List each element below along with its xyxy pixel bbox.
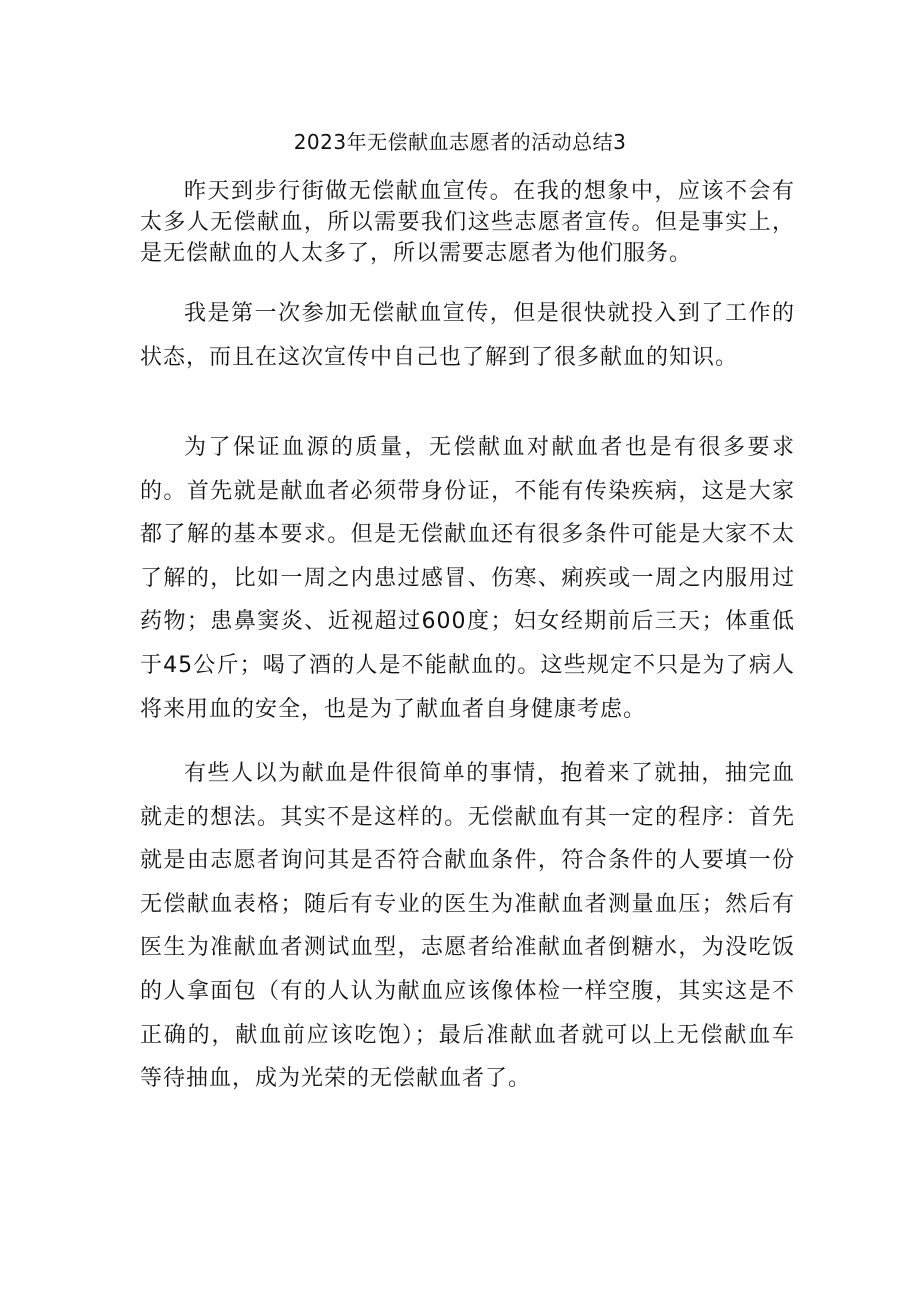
paragraph-2: 我是第一次参加无偿献血宣传，但是很快就投入到了工作的状态，而且在这次宣传中自己也了解到了很多献血的知识。 — [140, 301, 795, 370]
paragraph-3: 为了保证血源的质量，无偿献血对献血者也是有很多要求的。首先就是献血者必须带身份证，不能有传染疾病，这是大家都了解的基本要求。但是无偿献血还有很多条件可能是大家不太了解的，比如一周之内患过感冒、伤寒、痢疾或一周之内服用过药物；患鼻窦炎、近视超过600度；妇女经期前后三天；体重低于45公斤；喝了酒的人是不能献血的。这些规定不只是为了病人将来用血的安全，也是为了献血者自身健康考虑。 — [140, 435, 795, 722]
paragraph-1: 昨天到步行街做无偿献血宣传。在我的想象中，应该不会有太多人无偿献血，所以需要我们这些志愿者宣传。但是事实上，是无偿献血的人太多了，所以需要志愿者为他们服务。 — [140, 179, 795, 266]
paragraph-4: 有些人以为献血是件很简单的事情，抱着来了就抽，抽完血就走的想法。其实不是这样的。无偿献血有其一定的程序：首先就是由志愿者询问其是否符合献血条件，符合条件的人要填一份无偿献血表格；随后有专业的医生为准献血者测量血压；然后有医生为准献血者测试血型，志愿者给准献血者倒糖水，为没吃饭的人拿面包（有的人认为献血应该像体检一样空腹，其实这是不正确的，献血前应该吃饱）；最后准献血者就可以上无偿献血车等待抽血，成为光荣的无偿献血者了。 — [140, 761, 795, 1092]
document-title: 2023年无偿献血志愿者的活动总结3 — [293, 130, 627, 154]
